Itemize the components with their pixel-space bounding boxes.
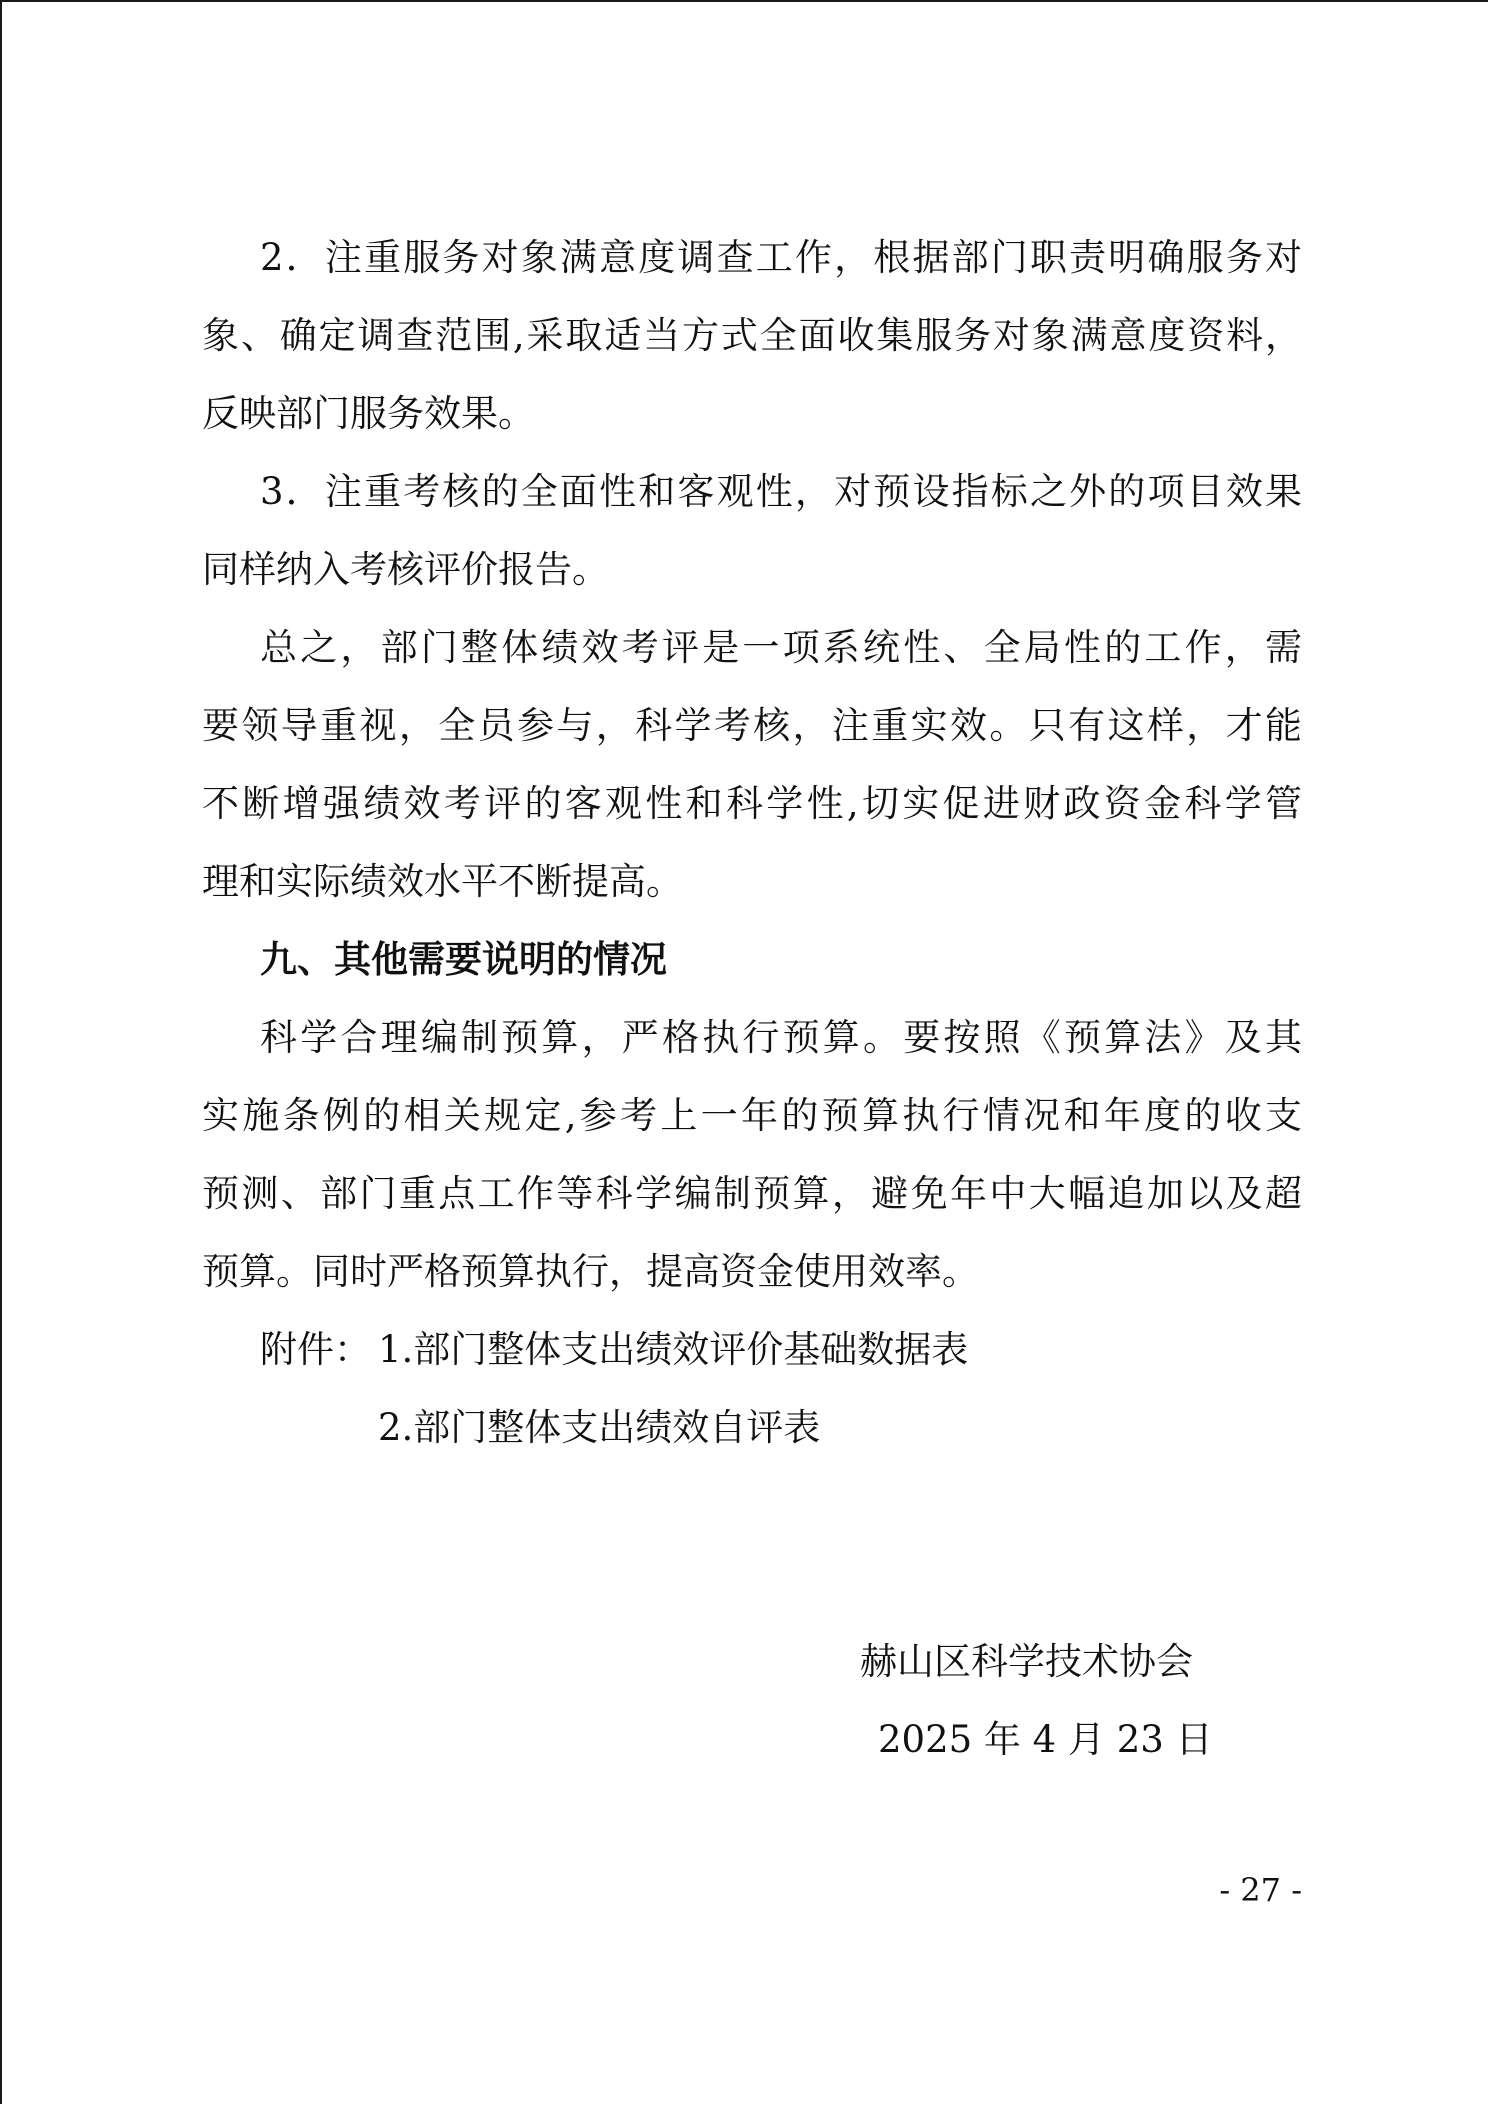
section-9-line-3: 预测、部门重点工作等科学编制预算，避免年中大幅追加以及超 bbox=[202, 1172, 1302, 1215]
section-9-line-1: 科学合理编制预算，严格执行预算。要按照《预算法》及其 bbox=[260, 1016, 1302, 1059]
summary-line-3: 不断增强绩效考评的客观性和科学性,切实促进财政资金科学管 bbox=[202, 782, 1302, 825]
page-number: - 27 - bbox=[1219, 1871, 1302, 1909]
paragraph-3-line-2: 同样纳入考核评价报告。 bbox=[202, 548, 609, 591]
paragraph-2-line-3: 反映部门服务效果。 bbox=[202, 392, 535, 435]
attachment-item-1: 1.部门整体支出绩效评价基础数据表 bbox=[378, 1328, 969, 1371]
section-9-line-4: 预算。同时严格预算执行，提高资金使用效率。 bbox=[202, 1250, 979, 1293]
attachment-item-2: 2.部门整体支出绩效自评表 bbox=[378, 1406, 821, 1449]
section-9-heading: 九、其他需要说明的情况 bbox=[260, 938, 667, 981]
summary-line-4: 理和实际绩效水平不断提高。 bbox=[202, 860, 683, 903]
paragraph-2-line-2: 象、确定调查范围,采取适当方式全面收集服务对象满意度资料， bbox=[202, 314, 1302, 357]
signature-org: 赫山区科学技术协会 bbox=[860, 1640, 1193, 1683]
summary-line-1: 总之，部门整体绩效考评是一项系统性、全局性的工作，需 bbox=[260, 626, 1302, 669]
signature-date: 2025 年 4 月 23 日 bbox=[878, 1718, 1213, 1761]
attachments-label: 附件： bbox=[260, 1328, 371, 1371]
summary-line-2: 要领导重视，全员参与，科学考核，注重实效。只有这样，才能 bbox=[202, 704, 1302, 747]
paragraph-2-line-1: 2．注重服务对象满意度调查工作，根据部门职责明确服务对 bbox=[260, 236, 1302, 279]
paragraph-3-line-1: 3．注重考核的全面性和客观性，对预设指标之外的项目效果 bbox=[260, 470, 1302, 513]
section-9-line-2: 实施条例的相关规定,参考上一年的预算执行情况和年度的收支 bbox=[202, 1094, 1302, 1137]
